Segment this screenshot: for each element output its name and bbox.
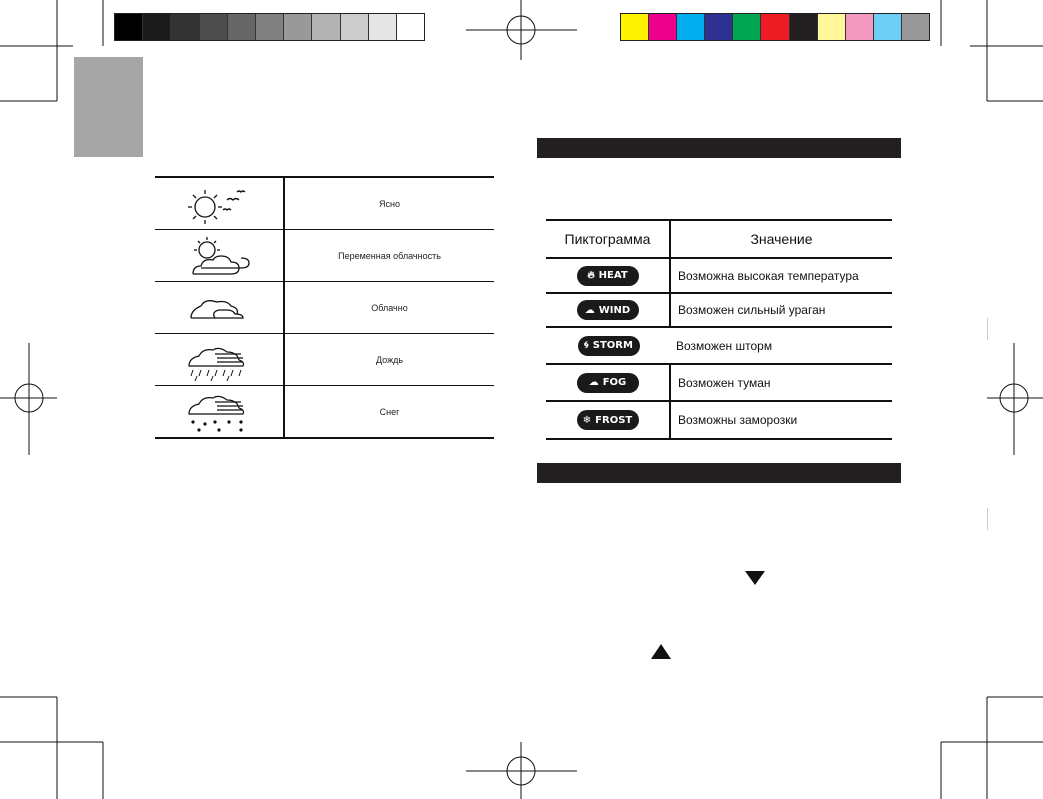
frost-badge: ❄︎ FROST — [577, 410, 639, 430]
calibration-swatch — [846, 14, 874, 40]
calibration-swatch — [115, 14, 143, 40]
warning-meaning: Возможна высокая температура — [678, 268, 859, 283]
table-header — [546, 219, 892, 259]
fog-badge: ☁ FOG — [577, 373, 639, 393]
header-meaning: Значение — [750, 231, 813, 247]
section-header-bar — [537, 463, 901, 483]
calibration-swatch — [818, 14, 846, 40]
calibration-swatch — [228, 14, 256, 40]
snowflake-icon: ❄︎ — [582, 414, 592, 426]
color-calibration-bar — [620, 13, 930, 41]
calibration-swatch — [171, 14, 199, 40]
storm-icon: 🌀︎ — [584, 340, 589, 351]
calibration-swatch — [369, 14, 397, 40]
table-row — [155, 177, 494, 230]
up-arrow-icon — [651, 644, 671, 659]
table-row — [546, 294, 892, 328]
calibration-swatch — [397, 14, 424, 40]
weather-label: Ясно — [284, 177, 494, 230]
weather-label: Снег — [284, 386, 494, 439]
snow-cloud-icon — [179, 388, 259, 436]
calibration-swatch — [256, 14, 284, 40]
calibration-swatch — [733, 14, 761, 40]
storm-badge: 🌀︎ STORM — [578, 336, 640, 356]
wind-icon: ☁ — [584, 304, 595, 316]
language-tab — [74, 57, 143, 157]
warning-meaning: Возможны заморозки — [678, 413, 798, 427]
fog-icon: ☁ — [588, 377, 599, 388]
table-row — [546, 259, 892, 294]
table-row — [155, 386, 494, 439]
calibration-swatch — [284, 14, 312, 40]
edge-tick — [987, 318, 988, 340]
rain-cloud-icon — [179, 336, 259, 384]
flame-icon: 🔥︎ — [587, 270, 595, 281]
table-row — [155, 334, 494, 386]
edge-tick — [987, 508, 988, 530]
calibration-swatch — [677, 14, 705, 40]
table-row — [546, 365, 892, 402]
calibration-swatch — [790, 14, 818, 40]
section-header-bar — [537, 138, 901, 158]
sun-birds-icon — [179, 180, 259, 228]
weather-label: Облачно — [284, 282, 494, 334]
warning-meaning: Возможен шторм — [676, 338, 773, 353]
grayscale-calibration-bar — [114, 13, 425, 41]
wind-badge: ☁ WIND — [577, 300, 639, 320]
calibration-swatch — [874, 14, 902, 40]
warning-meaning: Возможен сильный ураган — [678, 303, 826, 317]
calibration-swatch — [143, 14, 171, 40]
weather-label: Переменная облачность — [284, 230, 494, 282]
table-row — [155, 282, 494, 334]
down-arrow-icon — [745, 571, 765, 585]
calibration-swatch — [902, 14, 929, 40]
warning-meaning: Возможен туман — [678, 375, 771, 390]
weather-warnings-table — [546, 219, 892, 440]
table-row — [546, 328, 892, 365]
calibration-swatch — [705, 14, 733, 40]
weather-label: Дождь — [284, 334, 494, 386]
heat-badge: 🔥︎ HEAT — [577, 266, 639, 286]
calibration-swatch — [761, 14, 789, 40]
header-pictogram: Пиктограмма — [546, 221, 671, 257]
calibration-swatch — [341, 14, 369, 40]
table-row — [155, 230, 494, 282]
weather-icons-table — [155, 176, 494, 439]
calibration-swatch — [621, 14, 649, 40]
cloud-icon — [179, 284, 259, 332]
calibration-swatch — [649, 14, 677, 40]
calibration-swatch — [200, 14, 228, 40]
calibration-swatch — [312, 14, 340, 40]
sun-cloud-icon — [179, 232, 259, 280]
table-row — [546, 402, 892, 440]
